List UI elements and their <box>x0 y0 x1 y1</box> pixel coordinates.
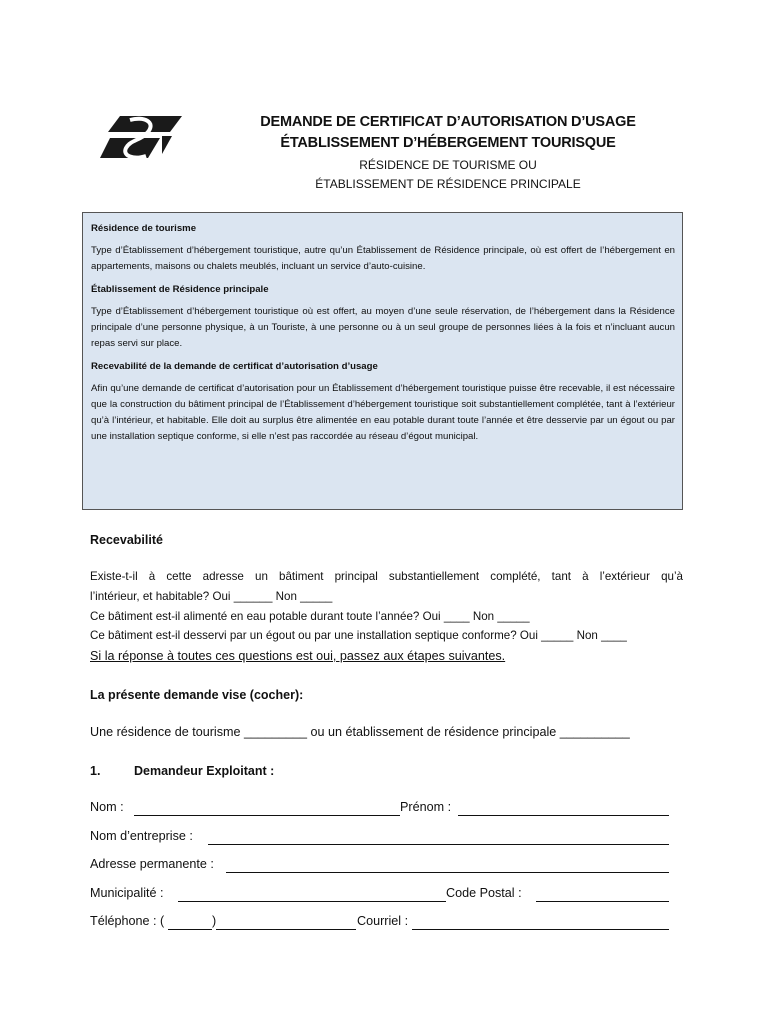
recevabilite-demande-text: Afin qu’une demande de certificat d’autorisation pour un Établissement d’hébergement touristique puisse être recevable, il est nécessaire que la construction du bâtiment principal de l’Établissement d’hébergement touristique soit substantiellement complétée, tant à l’extérieur qu’à l’intérieur, et habitable. Elle doit au surplus être alimentée en eau potable durant toute l’année et être desservie par un égout ou par une installation septique conforme, si elle n’est pas raccordée au réseau d’égout municipal. <box>91 383 675 442</box>
document-title-line2: ÉTABLISSEMENT D’HÉBERGEMENT TOURISQUE <box>280 135 616 151</box>
municipalite-row <box>90 886 670 904</box>
question-batiment-line1: Existe-t-il à cette adresse un bâtiment principal substantiellement complété, tant à l’extérieur qu’à <box>90 570 683 583</box>
entreprise-field[interactable] <box>208 844 669 845</box>
recevabilite-note: Si la réponse à toutes ces questions est oui, passez aux étapes suivantes. <box>90 649 506 663</box>
telephone-courriel-row <box>90 914 670 932</box>
document-title: DEMANDE DE CERTIFICAT D’AUTORISATION D’USAGE <box>260 114 636 130</box>
residence-tourisme-heading: Résidence de tourisme <box>91 223 197 234</box>
demande-heading: La présente demande vise (cocher): <box>90 688 304 702</box>
residence-principale-heading: Établissement de Résidence principale <box>91 284 269 295</box>
question-egout[interactable]: Ce bâtiment est-il desservi par un égout ou par une installation septique conforme? Oui _____ Non ____ <box>90 629 627 642</box>
nom-label: Nom : <box>90 800 124 814</box>
entreprise-row <box>90 829 670 847</box>
code-postal-field[interactable] <box>536 901 669 902</box>
section-title: Demandeur Exploitant : <box>134 764 275 778</box>
entreprise-label: Nom d’entreprise : <box>90 829 193 843</box>
question-batiment-line2[interactable]: l’intérieur, et habitable? Oui ______ Non _____ <box>90 590 333 603</box>
prenom-field[interactable] <box>458 815 669 816</box>
adresse-label: Adresse permanente : <box>90 857 214 871</box>
municipal-logo <box>100 112 186 164</box>
section-number: 1. <box>90 764 101 778</box>
residence-principale-text: Type d’Établissement d’hébergement touristique où est offert, au moyen d’une seule réservation, de l’hébergement dans la Résidence principale d’une personne physique, à un Touriste, à une personne ou à un seul groupe de personnes liées à la fois et n’incluant aucun repas servi sur place. <box>91 306 675 349</box>
recevabilite-demande-heading: Recevabilité de la demande de certificat d’autorisation d’usage <box>91 361 378 372</box>
demande-choice-line[interactable]: Une résidence de tourisme _________ ou un établissement de résidence principale __________ <box>90 725 630 739</box>
adresse-row <box>90 857 670 875</box>
prenom-label: Prénom : <box>400 800 452 814</box>
question-eau-potable[interactable]: Ce bâtiment est-il alimenté en eau potable durant toute l’année? Oui ____ Non _____ <box>90 610 530 623</box>
telephone-area-code-field[interactable] <box>168 929 212 930</box>
nom-prenom-row <box>90 800 670 818</box>
courriel-field[interactable] <box>412 929 669 930</box>
municipalite-field[interactable] <box>178 901 446 902</box>
document-subtitle-line2: ÉTABLISSEMENT DE RÉSIDENCE PRINCIPALE <box>315 177 581 191</box>
definitions-box <box>82 212 683 510</box>
adresse-field[interactable] <box>226 872 669 873</box>
municipalite-label: Municipalité : <box>90 886 164 900</box>
telephone-paren: ) <box>212 914 217 928</box>
recevabilite-heading: Recevabilité <box>90 533 163 547</box>
telephone-label: Téléphone : ( <box>90 914 165 928</box>
code-postal-label: Code Postal : <box>446 886 522 900</box>
residence-tourisme-text: Type d’Établissement d’hébergement touristique, autre qu’un Établissement de Résidence principale, où est offert de l’hébergement en appartements, maisons ou chalets meublés, incluant un service d’auto-cuisine. <box>91 245 675 272</box>
nom-field[interactable] <box>134 815 400 816</box>
courriel-label: Courriel : <box>357 914 409 928</box>
document-subtitle: RÉSIDENCE DE TOURISME OU <box>359 158 537 172</box>
telephone-field[interactable] <box>216 929 356 930</box>
